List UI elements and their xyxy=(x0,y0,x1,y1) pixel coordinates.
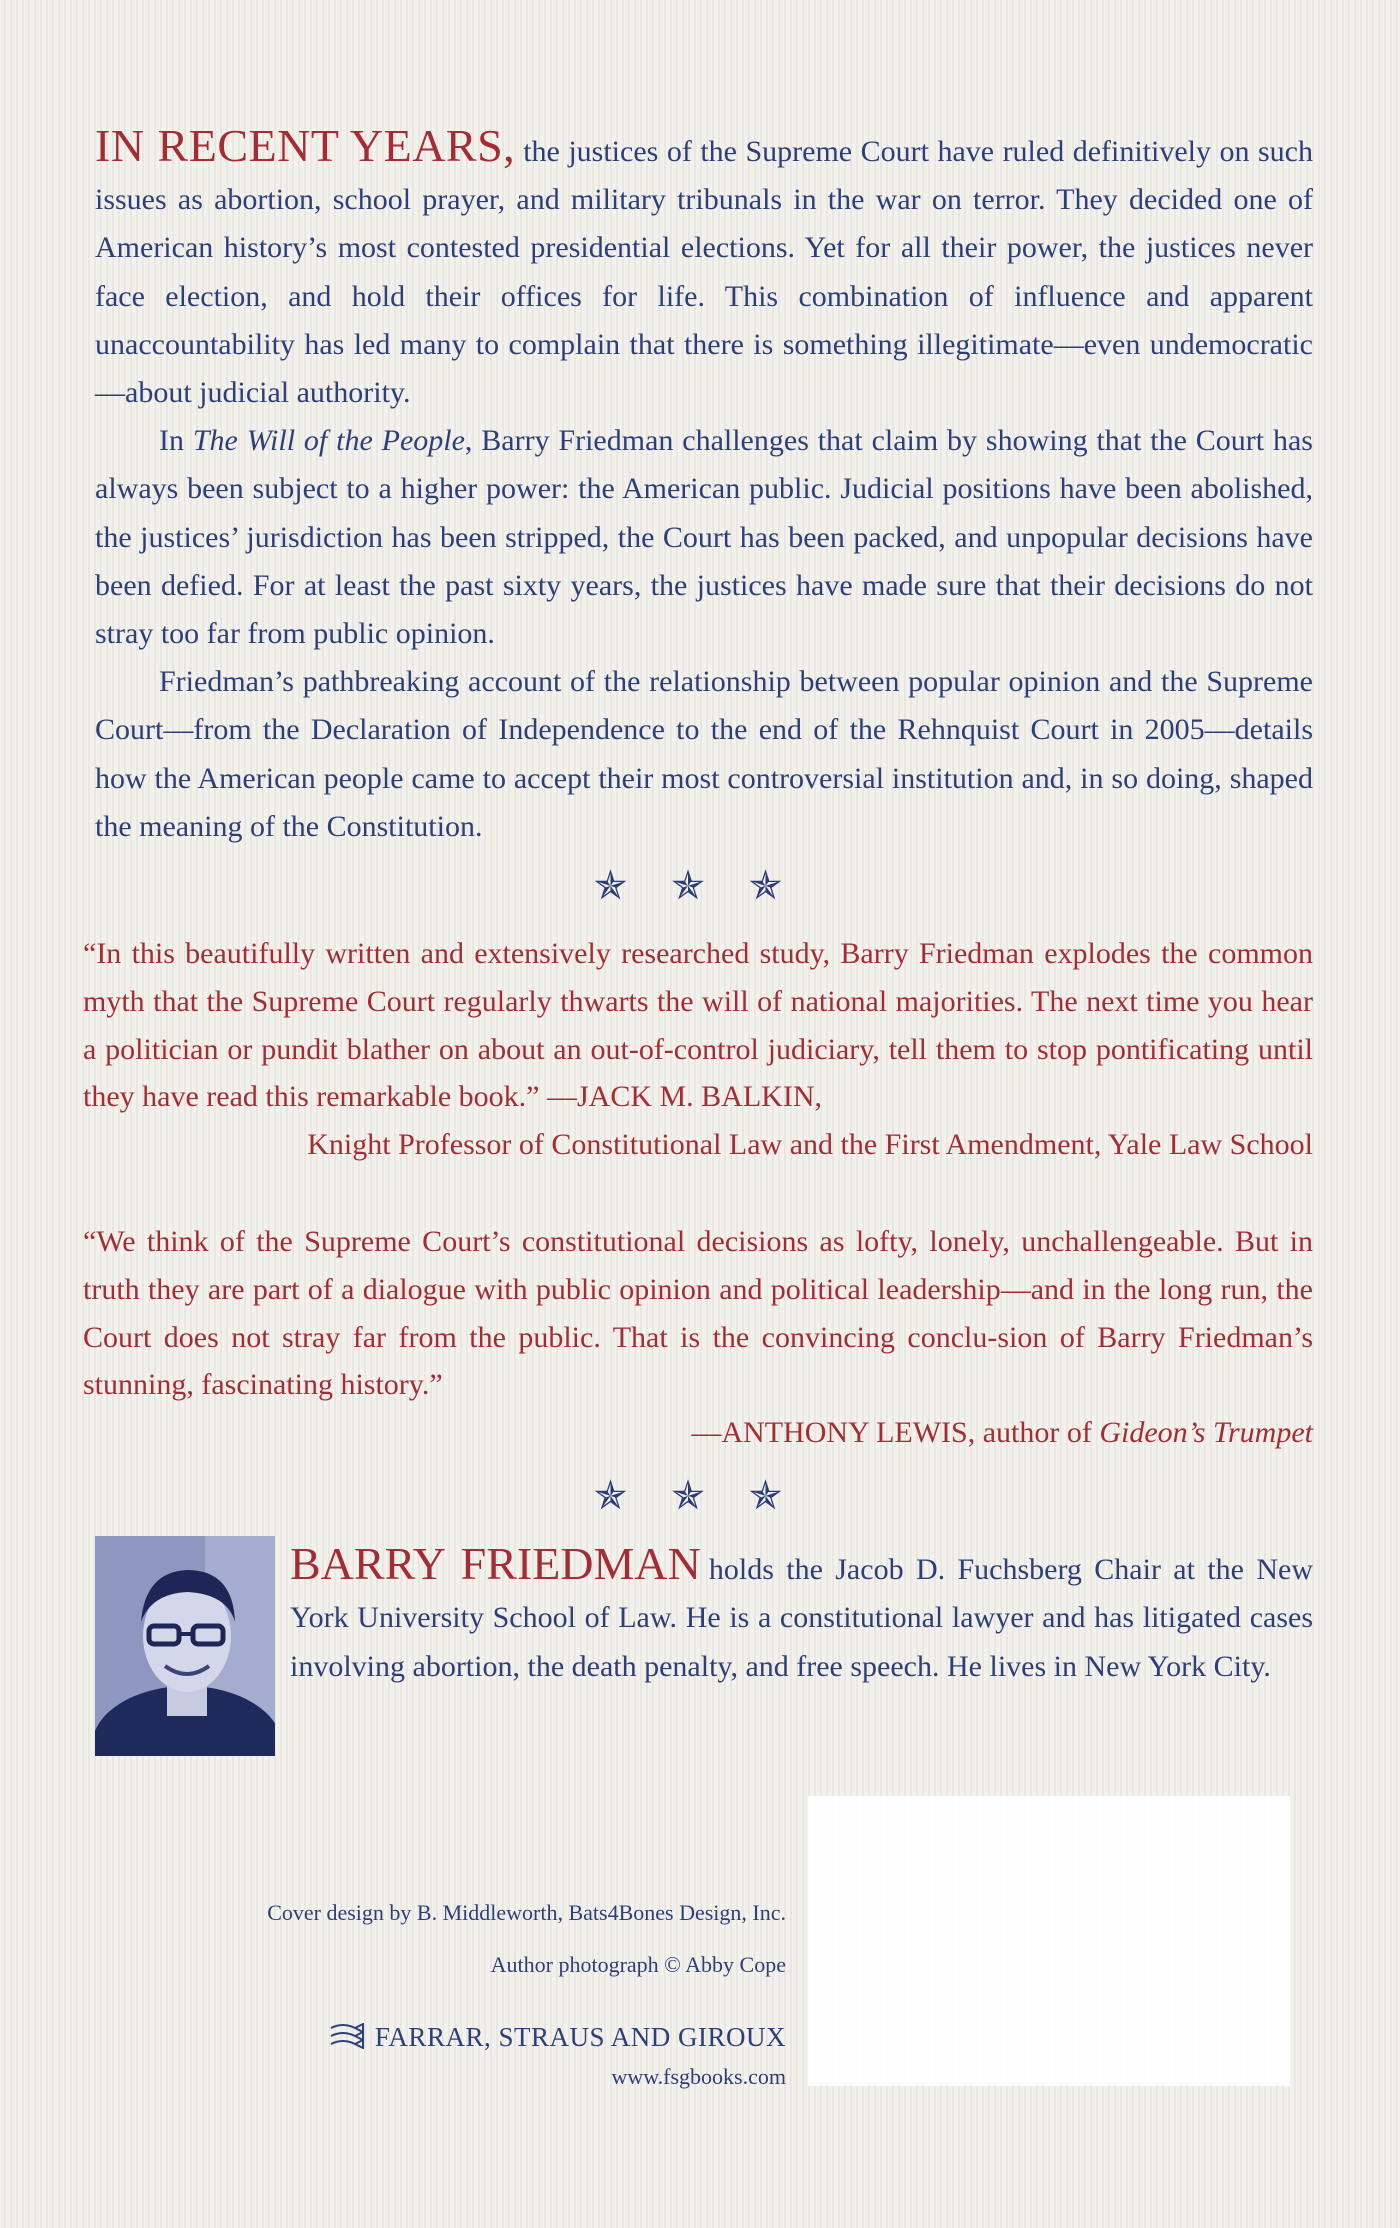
star-icon: ✯ xyxy=(748,863,807,908)
author-portrait-icon xyxy=(95,1536,275,1756)
publisher-fish-logo-icon xyxy=(329,2023,365,2056)
summary-paragraph-3: Friedman’s pathbreaking account of the relationship between popular opinion and the Supreme Court—from the Declaration of Independence to the end of the Rehnquist Court in 2005—details how the American people came to accept their most controversial institution and, in so doing, shaped the meaning of the Constitution. xyxy=(95,665,1313,843)
author-photo-credit: Author photograph © Abby Cope xyxy=(490,1952,786,1977)
summary-p2-start: In xyxy=(159,424,193,458)
star-icon: ✯ xyxy=(671,1473,729,1518)
summary-paragraph-1-text: the justices of the Supreme Court have ruled definitively on such issues as abortion, school prayer, and military tribunals in the war on terror. They decided one of American history’s most contested presidential elections. Yet for all their power, the justices never face election, and hold their offices for life. This combination of influence and apparent unaccountability has led many to complain that there is something illegitimate—even undemocratic—about judicial authority. xyxy=(95,135,1313,410)
blurb-lewis-attribution-prefix: —ANTHONY LEWIS, author of xyxy=(691,1416,1100,1450)
star-icon: ✯ xyxy=(748,1473,807,1518)
star-icon: ✯ xyxy=(671,863,729,908)
barcode-area xyxy=(808,1796,1290,2086)
blurb-lewis-text: “We think of the Supreme Court’s constitutional decisions as lofty, lonely, unchallengeable. But in truth they are part of a dialogue with public opinion and political leadership—and in the long run, the Court does not stray far from the public. That is the convincing conclu-sion of Barry Friedman’s stunning, fascinating history.” xyxy=(83,1225,1313,1402)
star-divider-top xyxy=(0,862,1400,909)
blurb-lewis-attribution xyxy=(83,1409,1313,1457)
book-title-italic: The Will of the People xyxy=(192,424,465,458)
author-bio-text: holds the Jacob D. Fuchsberg Chair at the New York University School of Law. He is a constitutional lawyer and has litigated cases involving abortion, the death penalty, and free speech. He lives in New York City. xyxy=(290,1553,1313,1683)
author-name: BARRY FRIEDMAN xyxy=(290,1538,701,1589)
star-icon: ✯ xyxy=(593,863,652,908)
cover-design-credit: Cover design by B. Middleworth, Bats4Bones Design, Inc. xyxy=(267,1900,786,1925)
blurb-lewis xyxy=(83,1218,1313,1457)
summary-paragraph-1 xyxy=(95,122,1313,417)
author-photo xyxy=(95,1536,275,1756)
publisher-name: FARRAR, STRAUS AND GIROUX xyxy=(374,2022,786,2052)
publisher-website: www.fsgbooks.com xyxy=(611,2064,786,2089)
blurb-balkin-attribution: Knight Professor of Constitutional Law and the First Amendment, Yale Law School xyxy=(307,1128,1313,1162)
blurb-lewis-book-title: Gideon’s Trumpet xyxy=(1099,1416,1313,1450)
summary-paragraph-2 xyxy=(95,417,1313,658)
star-divider-bottom xyxy=(0,1472,1400,1519)
blurb-balkin-text: “In this beautifully written and extensively researched study, Barry Friedman explodes the common myth that the Supreme Court regularly thwarts the will of national majorities. The next time you hear a politician or pundit blather on about an out-of-control judiciary, tell them to stop pontificating until they have read this remarkable book.” —JACK M. BALKIN, xyxy=(83,937,1313,1114)
blurb-balkin xyxy=(83,930,1313,1169)
star-icon: ✯ xyxy=(593,1473,652,1518)
author-bio-paragraph xyxy=(290,1540,1313,1691)
author-bio xyxy=(290,1540,1313,1691)
book-summary xyxy=(95,122,1313,851)
summary-lead-words: IN RECENT YEARS, xyxy=(95,120,516,171)
publisher-line xyxy=(329,2022,786,2056)
summary-p2-rest: , Barry Friedman challenges that claim by showing that the Court has always been subject to a higher power: the American public. Judicial positions have been abolished, the justices’ jurisdiction has been stripped, the Court has been packed, and unpopular decisions have been defied. For at least the past sixty years, the justices have made sure that their decisions do not stray too far from public opinion. xyxy=(95,424,1313,651)
